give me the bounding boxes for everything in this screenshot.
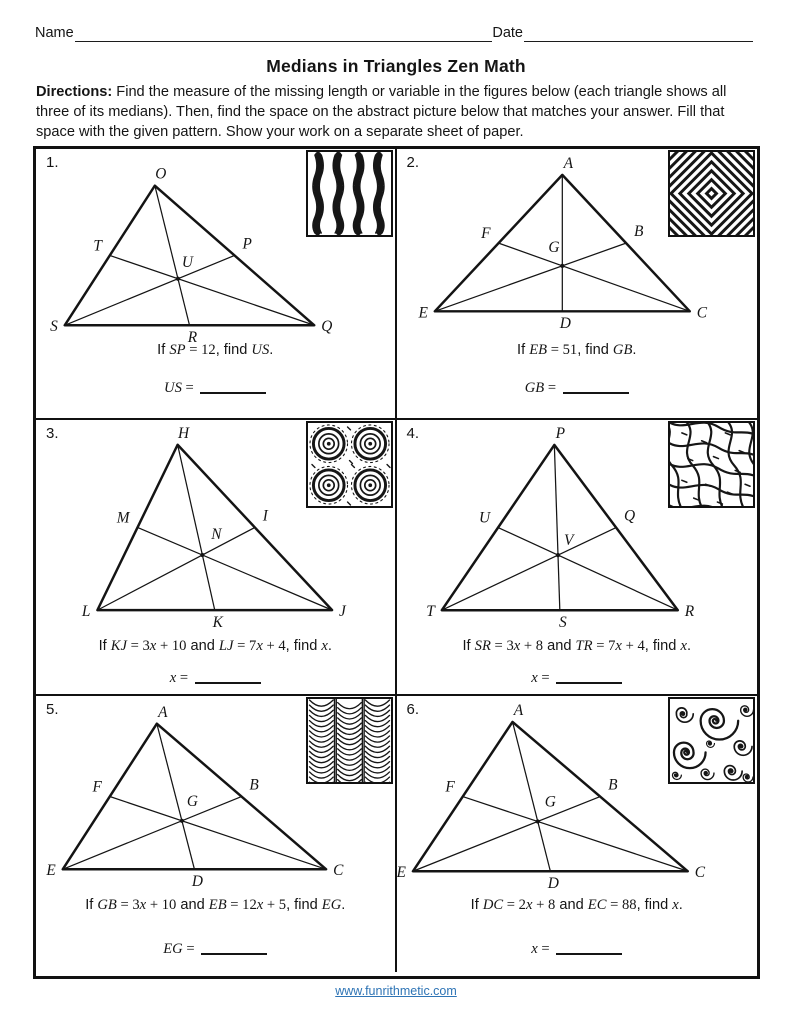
answer-line (36, 938, 395, 958)
directions-label: Directions: (36, 84, 113, 100)
vertex-label: B (607, 776, 618, 794)
answer-blank (200, 379, 266, 394)
problem-statement: If DC = 2x + 8 and EC = 88, find x. (470, 897, 683, 913)
answer-line (36, 667, 395, 687)
median-line (63, 797, 242, 870)
vertex-label: G (186, 792, 198, 810)
problem-cell-2 (397, 149, 758, 420)
centroid-dot (200, 553, 204, 557)
vertex-label: S (558, 614, 567, 632)
vertex-label: R (187, 329, 198, 347)
vertex-label: C (696, 304, 707, 322)
centroid-dot (535, 819, 539, 823)
pattern-thumbnail-scallop-columns-icon (306, 697, 393, 784)
pattern-thumbnail-sun-circles-icon (306, 421, 393, 508)
answer-prefix: x = (531, 670, 550, 686)
directions-paragraph (36, 83, 760, 143)
vertex-label: N (211, 526, 222, 544)
median-line (65, 255, 235, 325)
name-blank-line (75, 26, 493, 42)
median-line (138, 527, 333, 610)
problem-cell-3 (36, 420, 397, 696)
vertex-label: T (93, 237, 102, 255)
pattern-thumbnail-spirals-icon (668, 697, 755, 784)
centroid-dot (560, 264, 564, 268)
vertex-label: B (633, 223, 643, 241)
vertex-label: A (563, 154, 573, 172)
vertex-label: U (181, 253, 193, 271)
vertex-label: P (242, 235, 252, 253)
problem-statement: If SP = 12, find US. (157, 342, 274, 358)
problem-statement: If GB = 3x + 10 and EB = 12x + 5, find EG. (85, 897, 346, 913)
problem-number: 4. (406, 425, 420, 442)
vertex-label: G (547, 238, 560, 256)
median-line (110, 255, 314, 325)
answer-line (397, 667, 758, 687)
answer-blank (563, 379, 629, 394)
vertex-label: O (155, 165, 167, 183)
median-line (97, 527, 254, 610)
page-title: Medians in Triangles Zen Math (266, 56, 526, 76)
pattern-art (309, 425, 389, 505)
triangle-sides (441, 445, 677, 610)
pattern-thumbnail-wavy-ladders-icon (306, 150, 393, 237)
median-line (434, 243, 625, 311)
vertex-label: S (50, 318, 58, 336)
problem-number: 5. (46, 701, 59, 718)
problem-cell-1 (36, 149, 397, 420)
vertex-label: R (684, 603, 694, 621)
median-line (498, 528, 678, 611)
vertex-label: A (513, 701, 523, 719)
problem-cell-6 (397, 696, 758, 972)
centroid-dot (176, 277, 180, 281)
footer (0, 984, 792, 998)
vertex-label: J (339, 603, 346, 621)
triangle-art (441, 445, 677, 610)
answer-prefix: EG = (163, 941, 195, 957)
problem-number: 3. (46, 425, 59, 442)
date-label: Date (492, 25, 523, 42)
median-line (412, 797, 599, 872)
answer-prefix: x = (531, 941, 550, 957)
vertex-label: B (249, 776, 259, 794)
problem-cell-4 (397, 420, 758, 696)
answer-prefix: US = (164, 380, 194, 396)
problem-statement: If KJ = 3x + 10 and LJ = 7x + 4, find x. (98, 638, 332, 654)
name-date-row (35, 26, 753, 42)
problem-number: 1. (46, 154, 59, 171)
median-line (178, 445, 215, 610)
problem-number: 2. (406, 154, 420, 171)
problem-cell-5 (36, 696, 397, 972)
vertex-label: F (480, 225, 491, 243)
vertex-label: M (116, 509, 130, 527)
vertex-label: G (544, 793, 556, 811)
vertex-label: E (46, 862, 56, 880)
vertex-label: L (81, 603, 91, 621)
footer-link[interactable]: www.funrithmetic.com (335, 984, 457, 998)
centroid-dot (180, 819, 184, 823)
pattern-art (668, 421, 755, 508)
vertex-label: C (694, 864, 705, 882)
answer-line (397, 938, 758, 958)
vertex-label: P (555, 424, 565, 442)
centroid-dot (555, 553, 559, 557)
answer-blank (201, 940, 267, 955)
vertex-label: F (92, 778, 102, 796)
vertex-label: I (262, 507, 268, 525)
vertex-label: D (547, 875, 559, 893)
date-blank-line (524, 26, 753, 42)
directions-text: Find the measure of the missing length or variable in the figures below (each triangle shows all three of its medians). Then, find the space on the abstract picture below that matches your answer. Fill that space with the given pattern. Show your work on a separate sheet of paper. (36, 84, 727, 140)
median-line (441, 528, 615, 611)
answer-blank (556, 669, 622, 684)
vertex-label: A (158, 703, 168, 721)
vertex-label: E (417, 304, 428, 322)
vertex-label: H (178, 424, 190, 442)
vertex-label: C (333, 862, 344, 880)
vertex-label: D (559, 315, 571, 333)
pattern-art (668, 150, 755, 237)
problem-statement: If EB = 51, find GB. (517, 342, 637, 358)
worksheet-grid (33, 146, 760, 979)
vertex-label: K (212, 613, 223, 630)
median-line (498, 243, 689, 311)
problem-number: 6. (406, 701, 420, 718)
pattern-thumbnail-chevron-x-icon (668, 150, 755, 237)
vertex-label: F (444, 778, 455, 796)
answer-prefix: x = (169, 670, 189, 686)
vertex-label: E (396, 864, 406, 882)
vertex-label: T (425, 603, 435, 621)
answer-blank (195, 669, 261, 684)
vertex-label: Q (623, 507, 635, 525)
pattern-art (312, 155, 383, 233)
problem-statement: If SR = 3x + 8 and TR = 7x + 4, find x. (462, 638, 691, 654)
triangle-art (434, 175, 689, 311)
pattern-thumbnail-wave-net-icon (668, 421, 755, 508)
name-label: Name (35, 25, 74, 42)
vertex-label: U (478, 509, 490, 527)
answer-line (36, 377, 395, 397)
answer-line (397, 377, 758, 397)
median-line (462, 797, 687, 872)
answer-blank (556, 940, 622, 955)
answer-prefix: GB = (524, 380, 557, 396)
pattern-art (672, 706, 753, 782)
median-line (554, 445, 559, 610)
vertex-label: V (563, 532, 573, 550)
vertex-label: Q (321, 318, 333, 336)
median-line (110, 797, 326, 870)
pattern-art (309, 699, 389, 784)
vertex-label: D (191, 873, 203, 891)
